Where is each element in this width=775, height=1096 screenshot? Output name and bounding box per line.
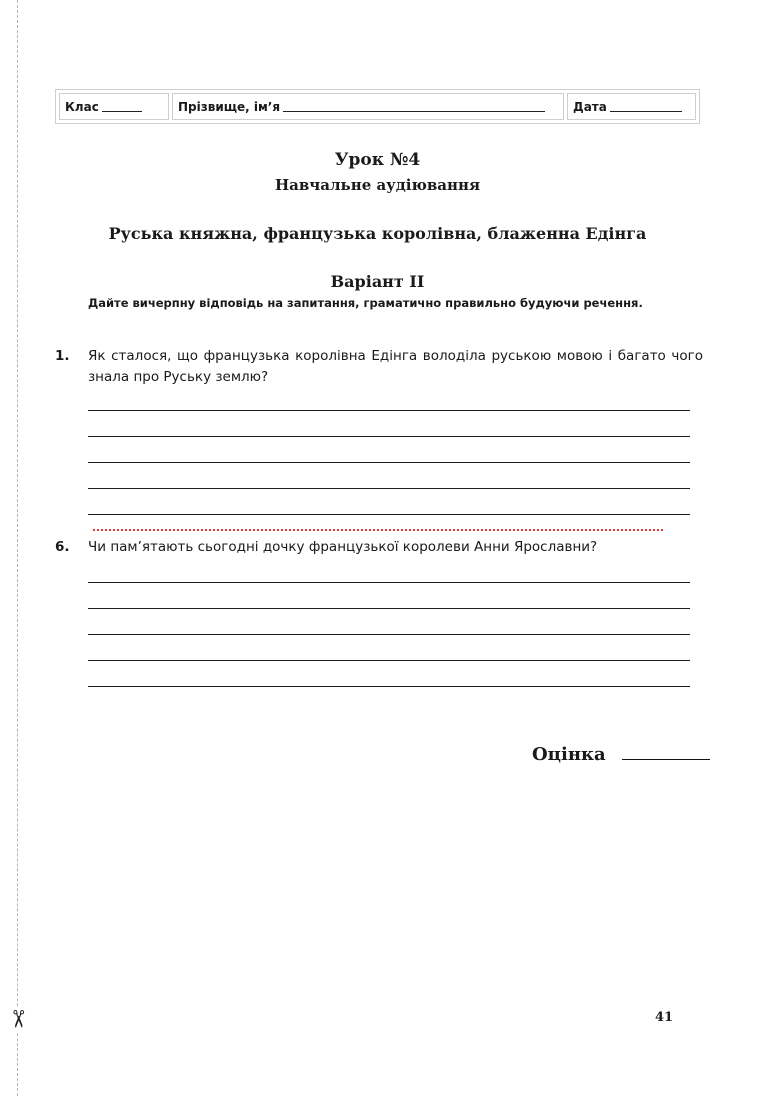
- answer-line[interactable]: [88, 488, 690, 489]
- name-blank[interactable]: [283, 101, 545, 112]
- student-info-table: [55, 89, 700, 124]
- answer-line[interactable]: [88, 436, 690, 437]
- variant-title: Варіант ІІ: [330, 272, 425, 291]
- name-label: Прізвище, ім’я: [178, 99, 281, 114]
- page-number: 41: [655, 1010, 674, 1025]
- lesson-title: Урок №4: [334, 150, 421, 170]
- grade-label: Оцінка: [532, 744, 606, 765]
- question-text: Як сталося, що французька королівна Едінга володіла руською мовою і багато чого знала про Руську землю?: [88, 348, 703, 385]
- lesson-subtitle: Навчальне аудіювання: [274, 176, 481, 194]
- answer-line[interactable]: [88, 660, 690, 661]
- answer-line[interactable]: [88, 514, 690, 515]
- question-6: [55, 537, 703, 558]
- date-field[interactable]: [567, 93, 696, 120]
- story-title: Руська княжна, французька королівна, блаженна Едінга: [108, 224, 647, 243]
- name-field[interactable]: [172, 93, 564, 120]
- answer-line[interactable]: [88, 634, 690, 635]
- question-text: Чи пам’ятають сьогодні дочку французької королеви Анни Ярославни?: [88, 539, 598, 555]
- answer-line[interactable]: [88, 608, 690, 609]
- grade-blank[interactable]: [622, 745, 710, 760]
- omitted-questions-separator: [93, 529, 663, 531]
- date-label: Дата: [573, 99, 607, 114]
- grade-field[interactable]: [532, 744, 710, 765]
- instruction-text: Дайте вичерпну відповідь на запитання, граматично правильно будуючи речення.: [88, 296, 643, 310]
- class-blank[interactable]: [102, 101, 142, 112]
- question-number: 1.: [55, 348, 70, 364]
- answer-line[interactable]: [88, 462, 690, 463]
- answer-line[interactable]: [88, 686, 690, 687]
- answer-line[interactable]: [88, 410, 690, 411]
- scissors-icon: ✂: [4, 1008, 32, 1030]
- class-field[interactable]: [59, 93, 169, 120]
- date-blank[interactable]: [610, 101, 682, 112]
- answer-line[interactable]: [88, 582, 690, 583]
- question-number: 6.: [55, 539, 70, 555]
- cut-line: [17, 0, 18, 1096]
- question-1: [55, 346, 703, 388]
- class-label: Клас: [65, 99, 99, 114]
